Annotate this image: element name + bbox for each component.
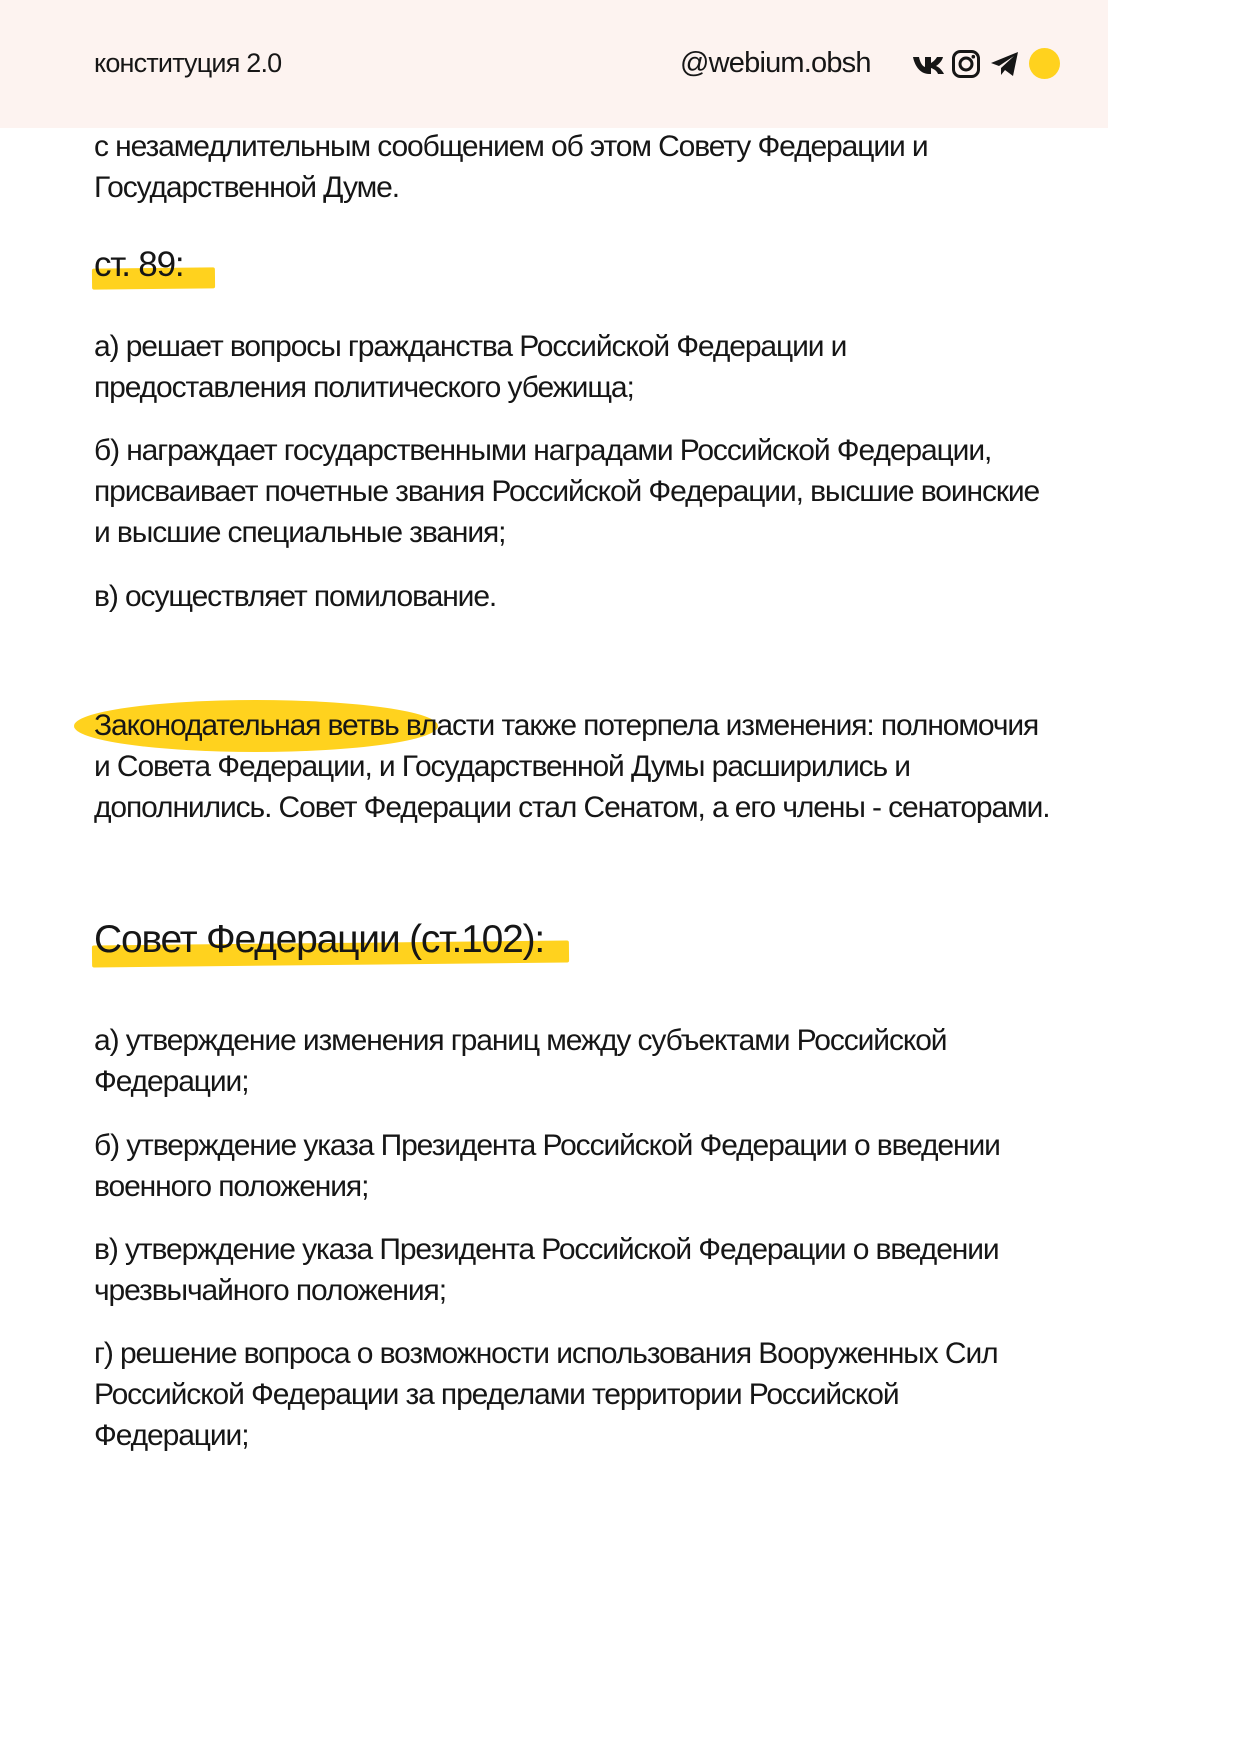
social-handle: @webium.obsh [680,47,871,79]
legislative-text: власти также потерпела изменения: полномочия и Совета Федерации, и Государственной Думы расширились и дополнились. Совет Федерации стал Сенатом, а его члены - сенаторами. [94,709,1050,824]
vk-icon[interactable] [912,49,945,79]
legislative-paragraph [94,705,1054,828]
article-102-item-d: г) решение вопроса о возможности использования Вооруженных Сил Российской Федерации за пределами территории Российской Федерации; [94,1337,998,1452]
telegram-icon[interactable] [989,49,1021,79]
article-102-item-b: б) утверждение указа Президента Российской Федерации о введении военного положения; [94,1129,1000,1203]
highlighted-term: Законодательная ветвь [94,709,399,742]
article-89-item-a: а) решает вопросы гражданства Российской Федерации и предоставления политического убежища; [94,330,847,404]
article-102-item-c: в) утверждение указа Президента Российской Федерации о введении чрезвычайного положения; [94,1233,999,1307]
brand-title: конституция 2.0 [94,48,282,78]
article-89-item-c: в) осуществляет помилование. [94,580,497,613]
page-header [0,0,1108,128]
article-102-item-a: а) утверждение изменения границ между субъектами Российской Федерации; [94,1024,947,1098]
article-89-heading: ст. 89: [94,245,184,284]
instagram-icon[interactable] [951,49,981,79]
article-102-heading: Совет Федерации (ст.102): [94,918,545,961]
accent-dot [1029,48,1060,79]
intro-text: с незамедлительным сообщением об этом Совету Федерации и Государственной Думе. [94,130,928,204]
article-89-item-b: б) награждает государственными наградами Российской Федерации, присваивает почетные звания Российской Федерации, высшие воинские и высшие специальные звания; [94,434,1040,549]
